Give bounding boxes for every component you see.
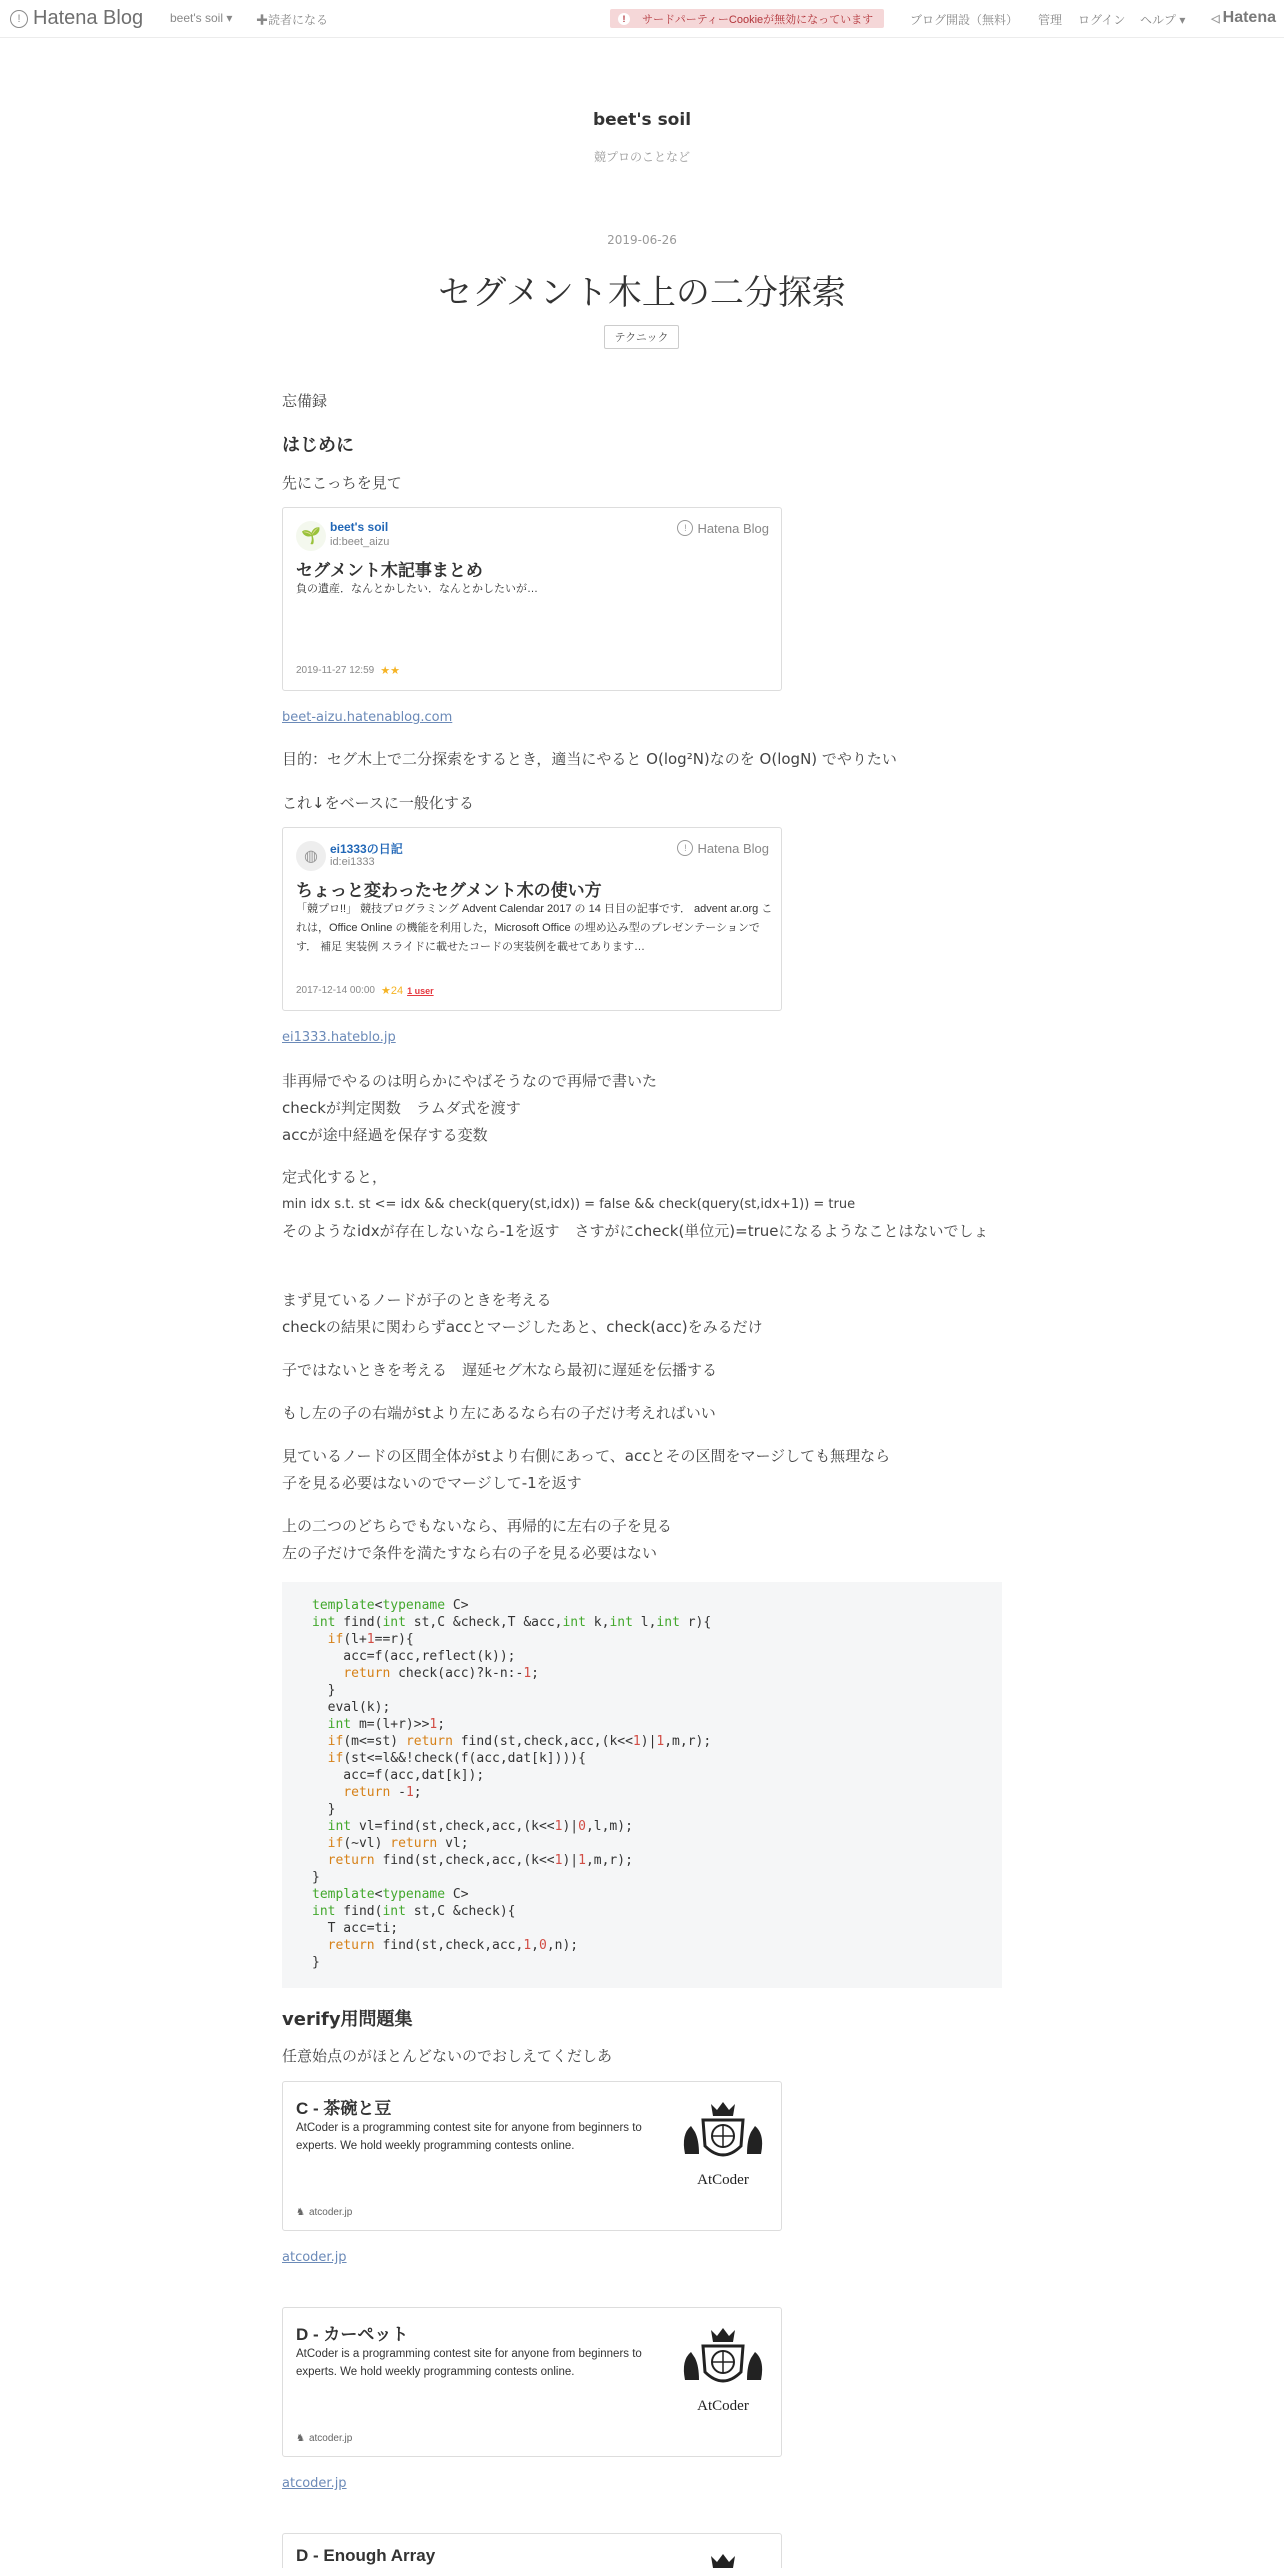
- hatena-blog-badge: [677, 520, 769, 536]
- cookie-warning-banner[interactable]: [610, 9, 884, 28]
- cookie-warning-text: サードパーティーCookieが無効になっています: [642, 13, 874, 26]
- site-label: atcoder.jp: [308, 2433, 353, 2444]
- atcoder-favicon-icon: ♞: [296, 2433, 305, 2444]
- manage-link[interactable]: 管理: [1038, 13, 1063, 27]
- embed-card-summary[interactable]: [282, 507, 782, 691]
- paragraph-1: [282, 1068, 1002, 1149]
- card-date: 2017-12-14 00:00: [296, 985, 375, 996]
- atcoder-link[interactable]: atcoder.jp: [282, 2250, 347, 2265]
- card-meta: [296, 664, 400, 677]
- open-blog-link[interactable]: ブログ開設（無料）: [910, 13, 1019, 27]
- atcoder-link[interactable]: atcoder.jp: [282, 2476, 347, 2491]
- avatar: 🌱: [296, 521, 326, 551]
- site-label: atcoder.jp: [308, 2207, 353, 2218]
- heading-intro: はじめに: [282, 435, 354, 456]
- paragraph-line: 定式化すると，: [282, 1168, 388, 1186]
- memo-text: 忘備録: [282, 392, 328, 410]
- paragraph-line: 非再帰でやるのは明らかにやばそうなので再帰で書いた: [282, 1072, 658, 1090]
- atcoder-favicon-icon: ♞: [296, 2207, 305, 2218]
- paragraph-line: まず見ているノードが子のときを考える: [282, 1291, 552, 1309]
- paragraph-line: min idx s.t. st <= idx && check(query(st,idx)) = false && check(query(st,idx+1)) = true: [282, 1197, 856, 1212]
- atcoder-logo-text: AtCoder: [697, 2172, 749, 2188]
- avatar: ◍: [296, 841, 326, 871]
- login-link[interactable]: ログイン: [1078, 13, 1126, 27]
- card-meta: [296, 984, 434, 997]
- hatena-blog-icon: !: [10, 10, 28, 28]
- subscribe-button[interactable]: ✚読者になる: [256, 13, 329, 27]
- hatena-blog-icon: !: [677, 520, 693, 536]
- paragraph-4: 子ではないときを考える 遅延セグ木なら最初に遅延を伝播する: [282, 1361, 718, 1379]
- card-blog-name[interactable]: ei1333の日記: [330, 842, 403, 856]
- atcoder-logo-text: AtCoder: [697, 2398, 749, 2414]
- see-first-text: 先にこっちを見て: [282, 474, 402, 492]
- hatena-blog-icon: !: [677, 840, 693, 856]
- paragraph-3: [282, 1287, 1002, 1341]
- blog-menu[interactable]: beet's soil ▾: [170, 11, 233, 25]
- card-blog-id: id:beet_aizu: [330, 536, 390, 548]
- embed-card-ei1333[interactable]: [282, 827, 782, 1011]
- atcoder-logo-icon: [673, 2548, 773, 2568]
- paragraph-line: 上の二つのどちらでもないなら、再帰的に左右の子を見る: [282, 1517, 672, 1535]
- paragraph-7: [282, 1513, 1002, 1567]
- purpose-text: 目的：セグ木上で二分探索をするとき，適当にやると O(log²N)なのを O(logN) でやりたい: [282, 750, 897, 768]
- entry-title[interactable]: セグメント木上の二分探索: [438, 273, 846, 313]
- paragraph-line: 左の子だけで条件を満たすなら右の子を見る必要はない: [282, 1544, 658, 1562]
- card-description: AtCoder is a programming contest site for anyone from beginners to experts. We hold weekly programming contests online.: [296, 2122, 642, 2152]
- star-icon: ★★: [380, 665, 400, 677]
- badge-label: Hatena Blog: [697, 520, 769, 536]
- hatena-label: Hatena: [1222, 9, 1276, 26]
- card-site[interactable]: [296, 2433, 352, 2444]
- star-icon: ★24: [380, 985, 404, 997]
- paragraph-5: もし左の子の右端がstより左にあるなら右の子だけ考えればいい: [282, 1404, 716, 1422]
- card-date: 2019-11-27 12:59: [296, 665, 375, 676]
- hatena-blog-badge: [677, 840, 769, 856]
- ask-text: 任意始点のがほとんどないのでおしえてくだしあ: [282, 2047, 613, 2065]
- atcoder-logo-icon: [673, 2322, 773, 2417]
- card-title[interactable]: セグメント木記事まとめ: [296, 561, 483, 580]
- card-blog-id: id:ei1333: [330, 856, 375, 868]
- bookmark-users[interactable]: 1 user: [407, 985, 434, 996]
- global-header: [0, 0, 1284, 38]
- hatena-logo[interactable]: [1211, 9, 1276, 27]
- card-description: 負の遺産．なんとかしたい．なんとかしたいが…: [296, 583, 538, 595]
- paragraph-line: 子を見る必要はないのでマージして-1を返す: [282, 1474, 582, 1492]
- card-site[interactable]: [296, 2207, 352, 2218]
- paragraph-line: 見ているノードの区間全体がstより右側にあって、accとその区間をマージしても無理なら: [282, 1447, 891, 1465]
- help-menu[interactable]: ヘルプ ▾: [1140, 13, 1186, 27]
- embed-source-link[interactable]: ei1333.hateblo.jp: [282, 1030, 396, 1045]
- heading-verify: verify用問題集: [282, 2009, 413, 2030]
- paragraph-line: accが途中経過を保存する変数: [282, 1126, 488, 1144]
- atcoder-card[interactable]: [282, 2307, 782, 2457]
- paragraph-line: そのようなidxが存在しないなら-1を返す さすがにcheck(単位元)=trueになるようなことはないでしょ: [282, 1222, 989, 1240]
- generalize-text: これ↓をベースに一般化する: [282, 794, 474, 812]
- paragraph-line: checkの結果に関わらずaccとマージしたあと、check(acc)をみるだけ: [282, 1318, 763, 1336]
- atcoder-logo-icon: [673, 2096, 773, 2191]
- entry-date[interactable]: 2019-06-26: [607, 233, 677, 247]
- brand-label: Hatena Blog: [33, 7, 144, 29]
- badge-label: Hatena Blog: [697, 840, 769, 856]
- card-title[interactable]: D - カーペット: [296, 2325, 409, 2344]
- paragraph-line: checkが判定関数 ラムダ式を渡す: [282, 1099, 521, 1117]
- paragraph-2: [282, 1164, 1002, 1245]
- paragraph-6: [282, 1443, 1002, 1497]
- card-blog-name[interactable]: beet's soil: [330, 520, 389, 534]
- card-description: AtCoder is a programming contest site for anyone from beginners to experts. We hold weekly programming contests online.: [296, 2348, 642, 2378]
- card-title[interactable]: C - 茶碗と豆: [296, 2099, 392, 2118]
- atcoder-card[interactable]: [282, 2533, 782, 2568]
- warning-icon: !: [618, 13, 630, 25]
- card-description: 「競プロ!!」 競技プログラミング Advent Calendar 2017 の 14 日目の記事です． advent ar.org これは，Office Online の機能を利用した，Microsoft Office の埋め込み型のプレゼンテーションです． 補足 実装例 スライドに載せたコードの実装例を載せてあります…: [296, 903, 773, 953]
- blog-description: 競プロのことなど: [593, 150, 690, 164]
- category-tag[interactable]: テクニック: [604, 325, 679, 349]
- card-title[interactable]: D - Enough Array: [296, 2546, 436, 2565]
- hatena-chevron-icon: ◁: [1211, 12, 1220, 25]
- hatena-blog-logo[interactable]: [10, 7, 143, 30]
- embed-source-link[interactable]: beet-aizu.hatenablog.com: [282, 710, 453, 725]
- blog-title[interactable]: beet's soil: [592, 110, 692, 130]
- atcoder-card[interactable]: [282, 2081, 782, 2231]
- code-block[interactable]: template<typename C> int find(int st,C &check,T &acc,int k,int l,int r){ if(l+1==r){ acc=f(acc,reflect(k)); return check(acc)?k-n:-1; } eval(k); int m=(l+r)>>1; if(m<=st) return find(st,check,acc,(k<<1)|1,m,r); if(st<=l&&!check(f(acc,dat[k]))){ acc=f(acc,dat[k]); return -1; } int vl=find(st,check,acc,(k<<1)|0,l,m); if(~vl) return vl; return find(st,check,acc,(k<<1)|1,m,r); } template<typename C> int find(int st,C &check){ T acc=ti; return find(st,check,acc,1,0,n); }: [282, 1582, 1002, 1988]
- card-title[interactable]: ちょっと変わったセグメント木の使い方: [296, 881, 602, 900]
